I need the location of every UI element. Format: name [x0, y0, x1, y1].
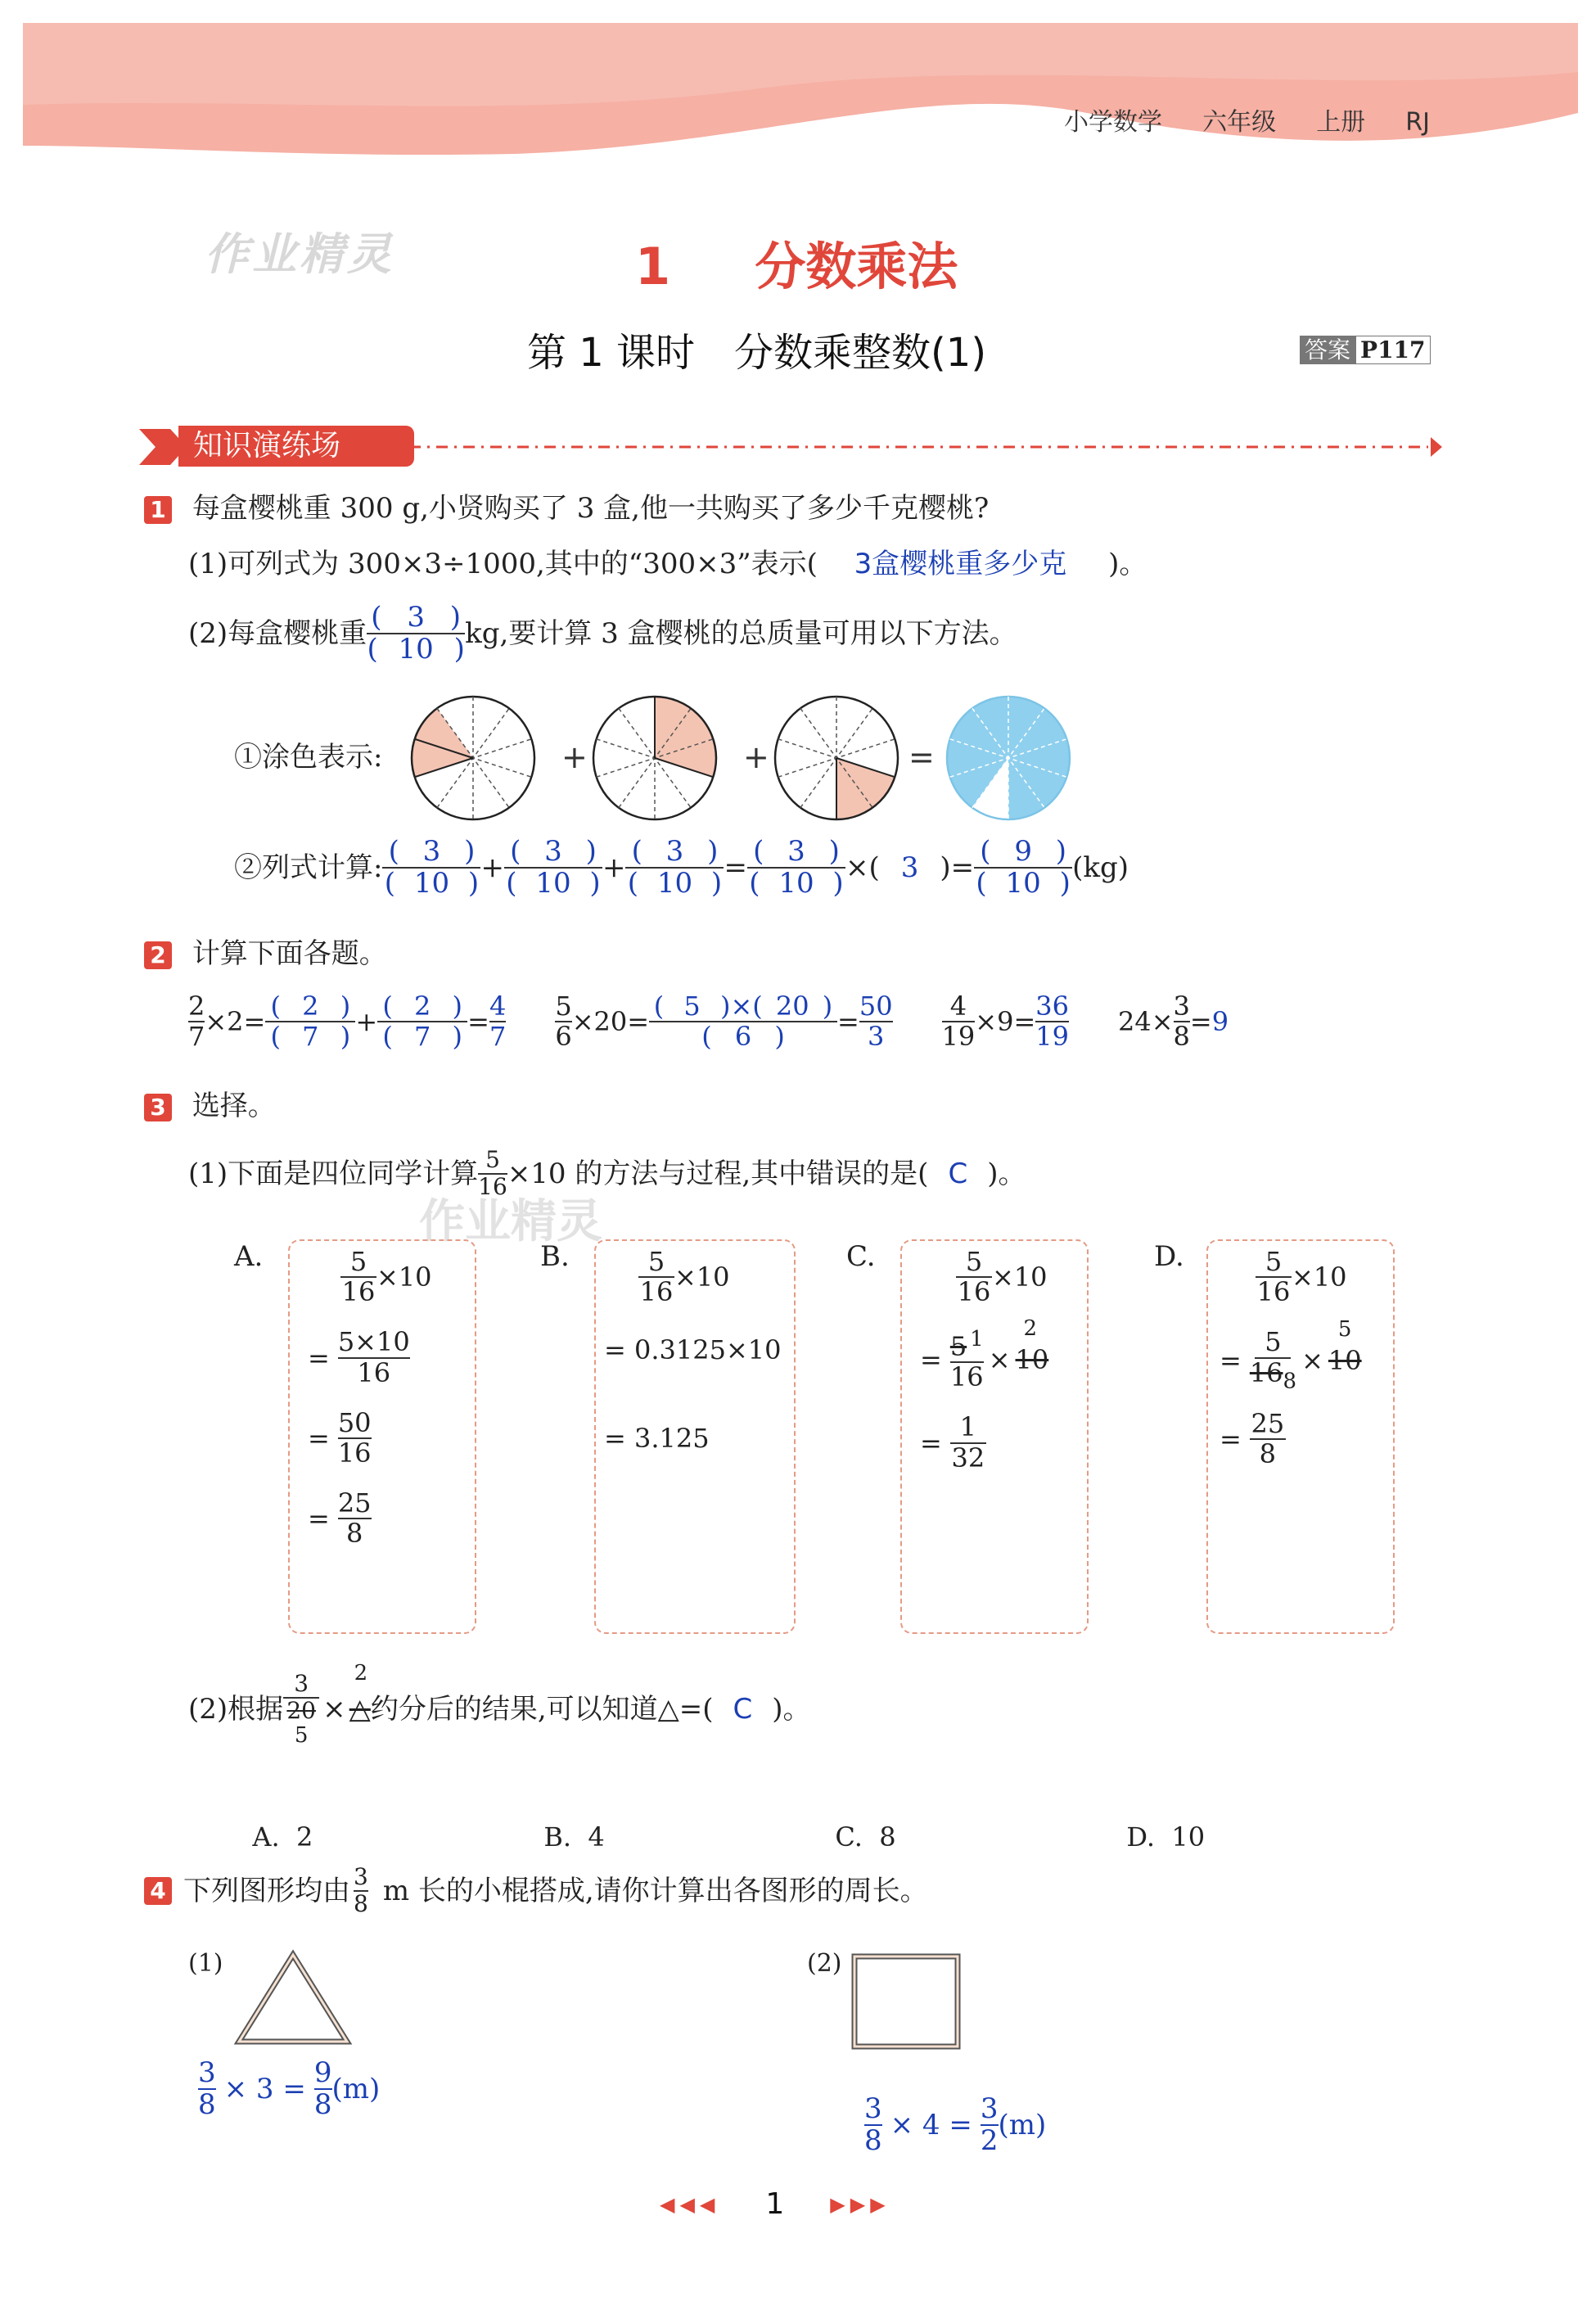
header-subject: 小学数学 — [1064, 108, 1162, 137]
q4-stem — [144, 1865, 928, 1917]
chapter-number: 1 — [635, 237, 671, 296]
a1-mid: × 3 = — [223, 2073, 306, 2106]
header-grade: 六年级 — [1202, 108, 1277, 137]
e4-result: 9 — [1211, 1006, 1229, 1038]
option-c-label: C. — [846, 1240, 876, 1273]
e4-eq: = — [1189, 1006, 1212, 1038]
answer-page: P117 — [1355, 336, 1431, 364]
q4-answer-2 — [864, 2094, 1046, 2157]
e1-blank-2: $\frac{( 2 )}{( 7 )}$ — [377, 992, 467, 1051]
q3-p2-prefix: (2)根据 — [188, 1693, 284, 1726]
watermark: 作业精灵 — [419, 1195, 602, 1248]
plus-sign-1: + — [561, 739, 588, 775]
calc-frac-4: $\frac{( 3 )}{( 10 )}$ — [747, 837, 845, 900]
option-a-steps: $\frac{5}{16}$ ×10 = $\frac{5\times 10}{16}$ = $\frac{50}{16}$ = $\frac{25}{8}$ — [308, 1246, 432, 1550]
square-figure-icon — [845, 1948, 967, 2055]
a2-mid: × 4 = — [890, 2109, 972, 2142]
calc-frac-2: $\frac{( 3 )}{( 10 )}$ — [504, 837, 602, 900]
circle-4-icon — [947, 697, 1070, 819]
q2-text: 计算下面各题。 — [192, 937, 387, 970]
e2-frac: $\frac{5}{6}$ — [555, 991, 572, 1053]
plus-sign-2: + — [743, 739, 769, 775]
header-band — [23, 23, 1578, 162]
q3-p1-frac: $\frac{5}{16}$ — [478, 1146, 507, 1200]
q3-text: 选择。 — [192, 1090, 276, 1122]
circle-1-icon — [412, 697, 534, 819]
q3-p2-suffix: )。 — [772, 1693, 811, 1726]
calc-frac-1: $\frac{( 3 )}{( 10 )}$ — [382, 837, 480, 900]
e1-blank-1: $\frac{( 2 )}{( 7 )}$ — [265, 992, 355, 1051]
option-d-label: D. — [1154, 1240, 1184, 1273]
q4-frac: $\frac{3}{8}$ — [354, 1863, 368, 1917]
calc-result: $\frac{( 9 )}{( 10 )}$ — [974, 837, 1072, 900]
circle-2-icon — [593, 697, 716, 819]
calc-unit: (kg) — [1072, 851, 1129, 885]
logo: 作业精灵 — [205, 228, 394, 280]
choice-a: A. 2 — [252, 1821, 313, 1852]
option-c-steps: $\frac{5}{16}$ ×10 = $\frac{5 ^1}{16}$ × 2 10 = $\frac{1}{32}$ — [920, 1246, 1049, 1473]
option-b-label: B. — [540, 1240, 570, 1273]
q2-stem — [144, 937, 387, 970]
choice-c: C. 8 — [835, 1821, 896, 1852]
q1-calc-label: ②列式计算: — [234, 851, 383, 885]
e1-times: ×2= — [205, 1006, 266, 1038]
option-b-steps: $\frac{5}{16}$ ×10 = 0.3125×10 = 3.125 — [604, 1246, 782, 1455]
e3-result: $\frac{36}{19}$ — [1035, 991, 1069, 1053]
q3-number: 3 — [144, 1094, 172, 1121]
q1-p2-den: ( 10 ) — [367, 633, 465, 666]
answer-badge — [1300, 332, 1431, 365]
lesson-title: 第 1 课时 分数乘整数(1) — [527, 330, 987, 376]
q1-p1-prefix: (1)可列式为 300×3÷1000,其中的“300×3”表示( — [188, 548, 818, 580]
header-edition: RJ — [1405, 108, 1430, 137]
a1-result: $\frac{9}{8}$ — [313, 2056, 332, 2122]
q3-p1-answer: C — [948, 1157, 968, 1190]
q1-p2-num: ( 3 ) — [371, 601, 462, 634]
e1-frac: $\frac{2}{7}$ — [188, 991, 205, 1053]
e2-blank: $\frac{( 5 )\times( 20 )}{( 6 )}$ — [649, 992, 837, 1051]
q4-fig2-label: (2) — [807, 1949, 842, 1978]
option-d-steps: $\frac{5}{16}$ ×10 = $\frac{5}{16_8}$ × 5 10 = $\frac{25}{8}$ — [1220, 1246, 1362, 1469]
a2-unit: (m) — [998, 2109, 1047, 2142]
a2-frac: $\frac{3}{8}$ — [864, 2092, 882, 2158]
q4-fig1-label: (1) — [188, 1949, 223, 1978]
q3-p1-prefix: (1)下面是四位同学计算 — [188, 1157, 479, 1190]
q3-part2: (2)根据 3 20 5 × 2 △ 约分后的结果,可以知道△=( C )。 — [188, 1661, 811, 1748]
q1-color-label: ①涂色表示: — [234, 741, 383, 774]
q1-calc: ②列式计算: $\frac{( 3 )}{( 10 )}$ + $\frac{( 3 )}{( 10 )}$ + $\frac{( 3 )}{( 10 )}$ = $\frac{( 3 )}{( 10 )}$ ×( 3 )= $\frac{( 9 )}{( 10 )}$ (kg) — [234, 835, 1129, 900]
q1-p2-suffix: kg,要计算 3 盒樱桃的总质量可用以下方法。 — [465, 617, 1017, 651]
page-number: 1 — [765, 2187, 785, 2221]
prev-page-arrows-icon[interactable]: ◀◀◀ — [660, 2192, 720, 2216]
triangle-symbol: △ — [349, 1693, 371, 1726]
option-a-label: A. — [234, 1240, 264, 1273]
choice-d: D. 10 — [1126, 1821, 1206, 1852]
q3-p2-answer: C — [733, 1693, 753, 1726]
q3-stem — [144, 1092, 276, 1121]
a1-unit: (m) — [331, 2073, 381, 2106]
q1-stem — [144, 494, 989, 524]
e4-frac: $\frac{3}{8}$ — [1173, 991, 1190, 1053]
section-label: 知识演练场 — [178, 426, 414, 467]
q1-number: 1 — [144, 496, 172, 524]
next-page-arrows-icon[interactable]: ▶▶▶ — [830, 2192, 890, 2216]
q4-prefix: 下列图形均由 — [183, 1874, 350, 1907]
e2-result: $\frac{50}{3}$ — [859, 991, 893, 1053]
q1-part2 — [188, 602, 1017, 666]
section-dashed-line — [409, 434, 1449, 460]
circle-3-icon — [775, 697, 898, 819]
header-volume: 上册 — [1316, 108, 1366, 137]
q4-number: 4 — [144, 1877, 172, 1905]
q2-expressions: $\frac{2}{7}$ ×2= $\frac{( 2 )}{( 7 )}$ + $\frac{( 2 )}{( 7 )}$ = $\frac{4}{7}$ $\frac{5}{6}$ ×20= $\frac{( 5 )\times( 20 )}{( 6 )}$ = $\frac{50}{3}$ $\frac{4}{19}$ ×9= $\frac{36}{19}$ 24× $\frac{3}{8}$ = 9 — [188, 991, 1229, 1053]
calc-frac-3: $\frac{( 3 )}{( 10 )}$ — [625, 837, 724, 900]
q3-p1-suffix: )。 — [987, 1157, 1026, 1190]
calc-multiplier: 3 — [900, 851, 919, 885]
q1-p2-fraction — [367, 602, 465, 666]
q2-number: 2 — [144, 941, 172, 969]
q1-p2-prefix: (2)每盒樱桃重 — [188, 617, 367, 651]
e4-prefix: 24× — [1117, 1006, 1174, 1038]
q4-answer-1 — [198, 2058, 380, 2121]
q1-p1-suffix: )。 — [1108, 548, 1147, 580]
chapter-title — [635, 226, 958, 299]
e1-result: $\frac{4}{7}$ — [489, 991, 507, 1053]
e2-times: ×20= — [571, 1006, 650, 1038]
answer-label: 答案 — [1300, 336, 1355, 364]
a2-result: $\frac{3}{2}$ — [980, 2092, 999, 2158]
equals-sign: = — [908, 739, 935, 775]
q4-suffix: m 长的小棍搭成,请你计算出各图形的周长。 — [382, 1874, 928, 1907]
chapter-name: 分数乘法 — [755, 237, 958, 296]
e3-frac: $\frac{4}{19}$ — [941, 991, 976, 1053]
q3-part1 — [188, 1148, 1026, 1200]
e3-times: ×9= — [975, 1006, 1036, 1038]
header-info — [1064, 102, 1430, 138]
q3-p2-frac: 3 20 5 — [283, 1672, 319, 1747]
q3-choices — [236, 1798, 1205, 1850]
q1-p1-answer: 3盒樱桃重多少克 — [854, 548, 1067, 580]
q1-text: 每盒樱桃重 300 g,小贤购买了 3 盒,他一共购买了多少千克樱桃? — [192, 492, 990, 525]
a1-frac: $\frac{3}{8}$ — [198, 2056, 216, 2122]
footer — [660, 2187, 890, 2221]
choice-b: B. 4 — [543, 1821, 605, 1852]
q3-p2-mid: 约分后的结果,可以知道△=( — [370, 1693, 714, 1726]
q1-circles — [408, 693, 1087, 824]
q1-part1 — [188, 550, 1147, 578]
triangle-figure-icon — [231, 1948, 355, 2050]
q3-p1-mid: ×10 的方法与过程,其中错误的是( — [507, 1157, 929, 1190]
